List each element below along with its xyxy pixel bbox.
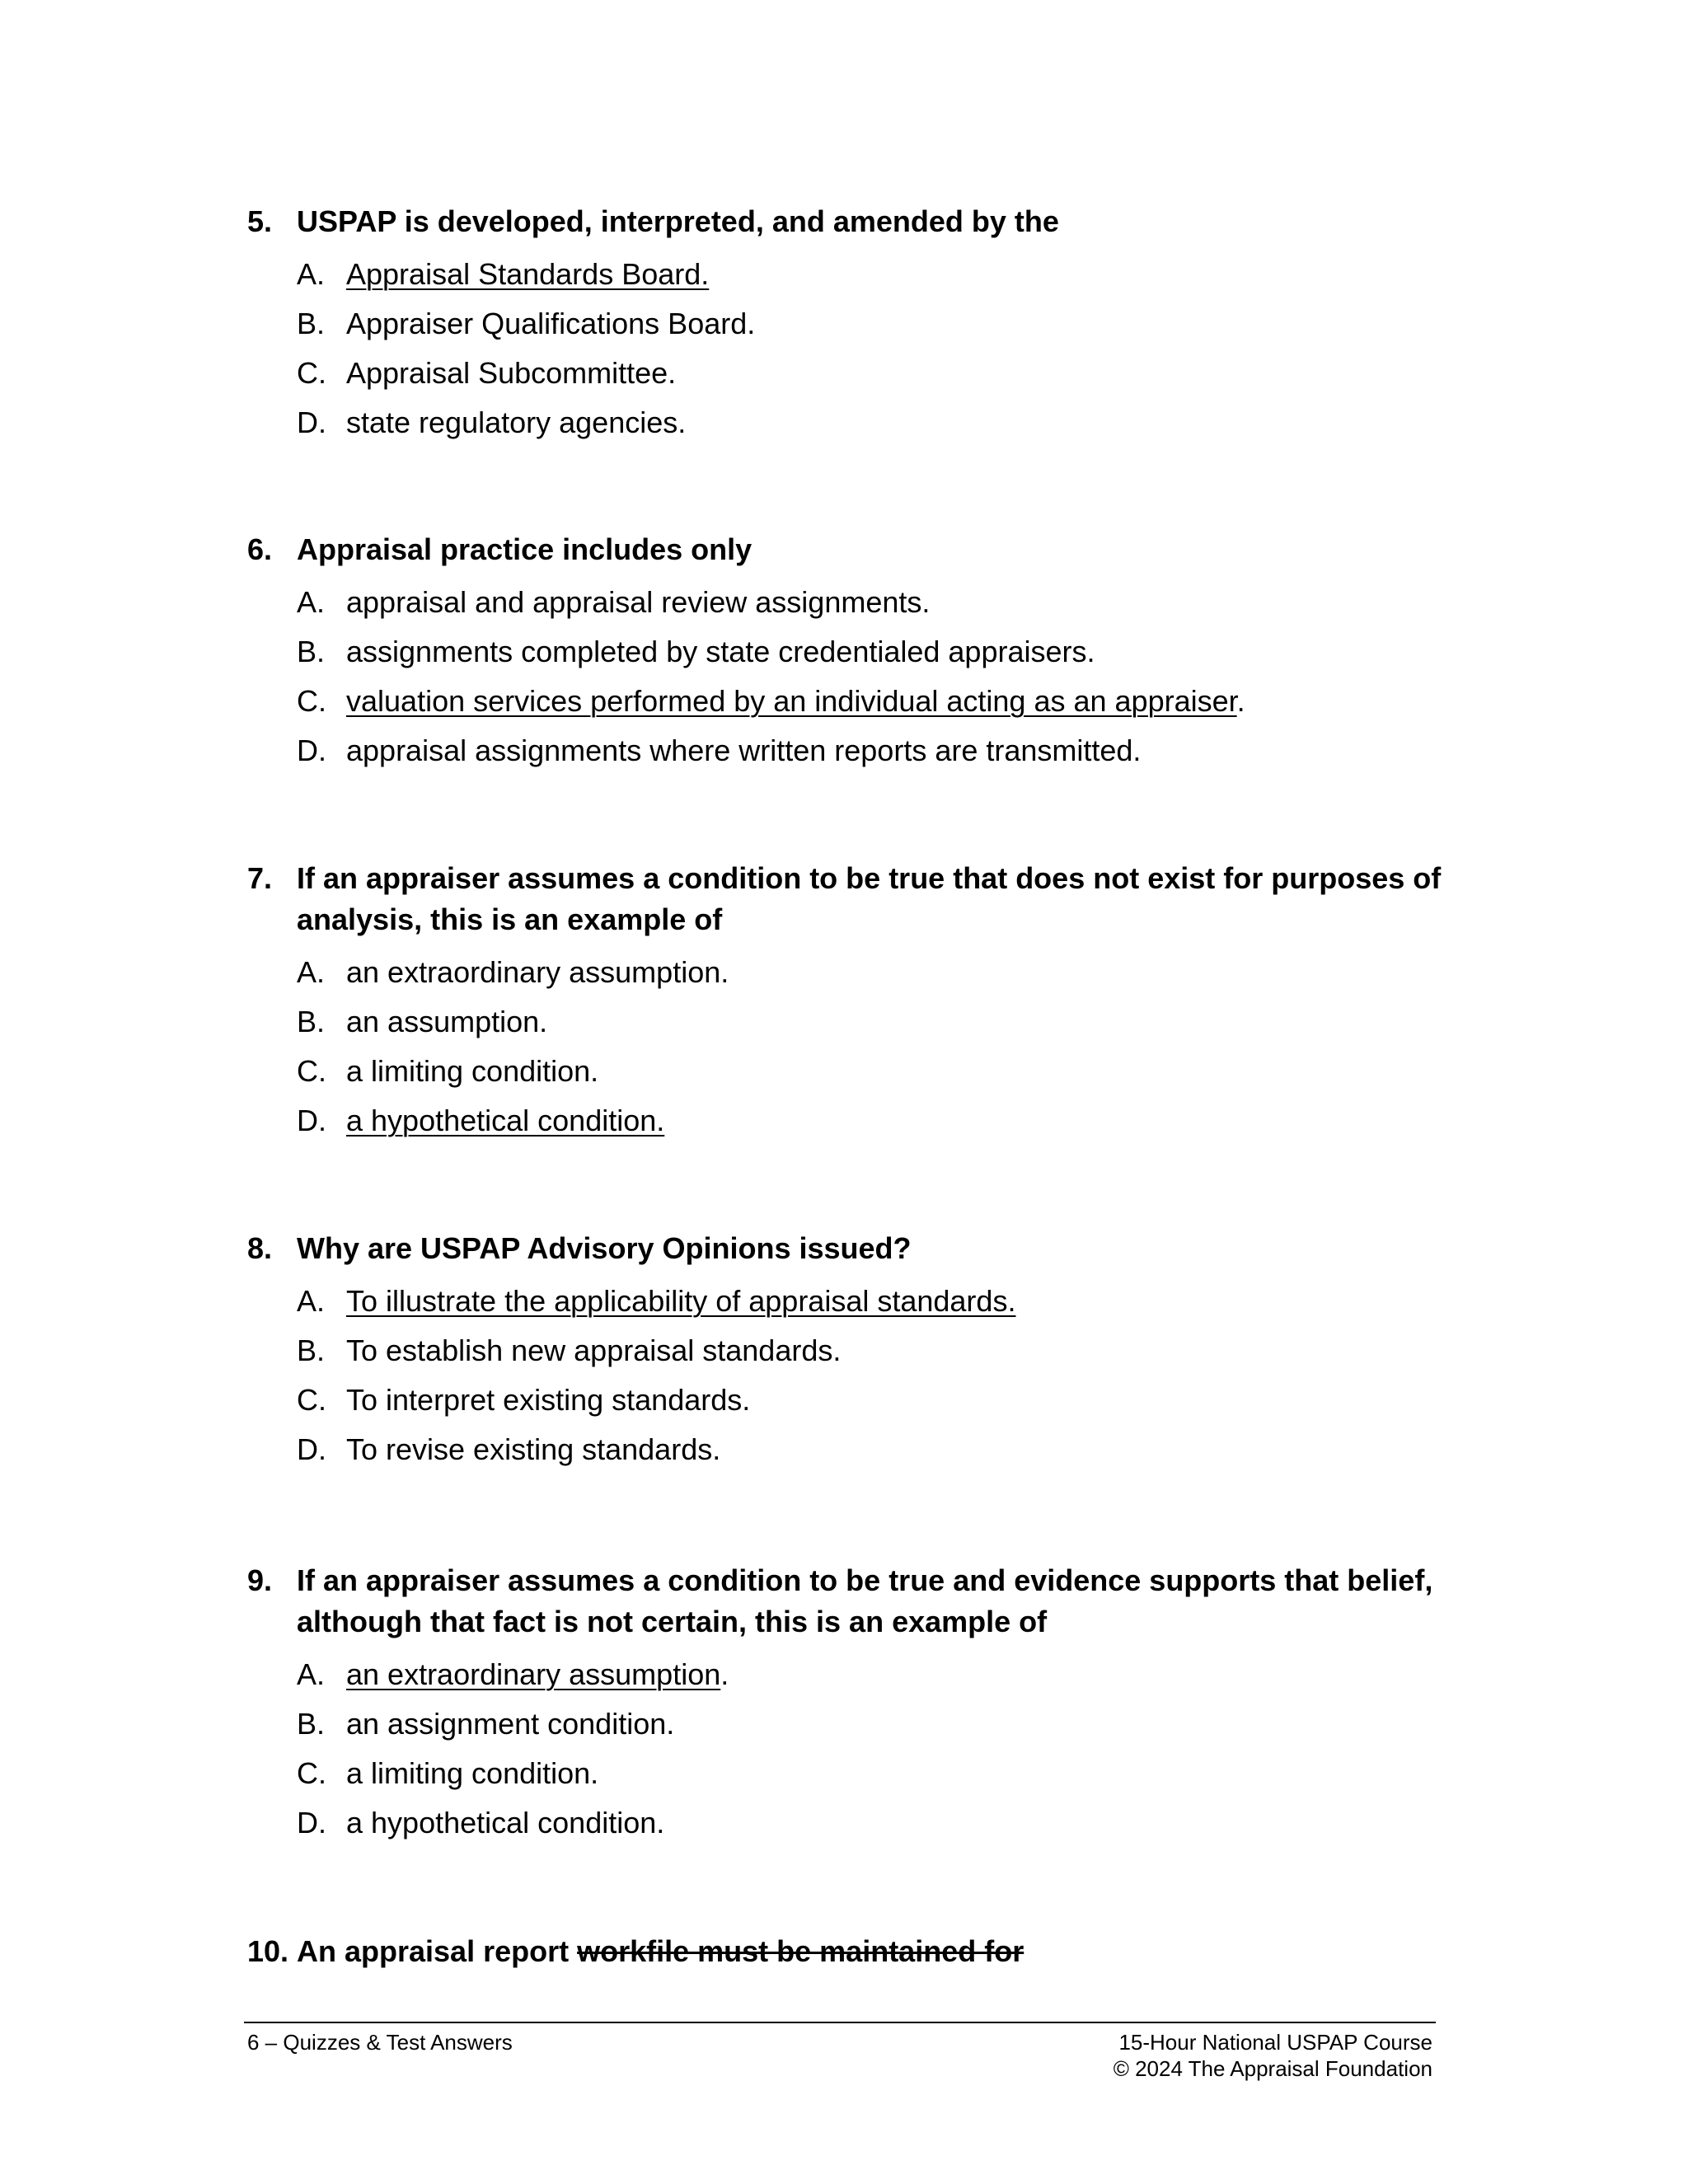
footer-divider [244,2022,1436,2023]
question-8 [247,1228,1451,1482]
question-10 [247,1931,1451,1972]
answer-options [297,257,1451,440]
option-c: C. a limiting condition. [297,1054,599,1088]
question-text: Why are USPAP Advisory Opinions issued? [297,1231,912,1265]
correct-answer-text: valuation services performed by an individual acting as an appraiser [346,684,1237,718]
question-number: 9. [247,1563,273,1597]
option-b: B. Appraiser Qualifications Board. [297,307,756,340]
option-a: A. an extraordinary assumption. [297,1657,729,1691]
option-d: D. appraisal assignments where written reports are transmitted. [297,733,1142,767]
footer-left: 6 – Quizzes & Test Answers [247,2030,513,2055]
answer-options [297,1657,1451,1840]
question-number: 7. [247,861,273,895]
option-d: D. state regulatory agencies. [297,405,687,439]
question-text: An appraisal report workfile must be maintained for [297,1934,1025,1968]
question-5 [247,201,1451,455]
option-b: B. assignments completed by state credentialed appraisers. [297,635,1095,668]
option-d: D. To revise existing standards. [297,1432,721,1466]
footer-right [1114,2029,1432,2082]
question-text: If an appraiser assumes a condition to be true that does not exist for purposes of analysis, this is an example of [297,861,1442,936]
option-a: A. an extraordinary assumption. [297,955,729,989]
answer-options [297,955,1451,1138]
question-number: 8. [247,1231,273,1265]
option-b: B. To establish new appraisal standards. [297,1333,842,1367]
question-text: If an appraiser assumes a condition to be true and evidence supports that belief, although that fact is not certain, this is an example of [297,1563,1433,1638]
correct-answer-text: Appraisal Standards Board. [346,257,710,291]
question-text: USPAP is developed, interpreted, and amended by the [297,204,1059,238]
correct-answer-text: a hypothetical condition. [346,1104,665,1137]
question-number: 6. [247,532,273,566]
correct-answer-text: an extraordinary assumption [346,1657,721,1691]
answer-options [297,585,1451,768]
option-a: A. To illustrate the applicability of appraisal standards. [297,1284,1016,1318]
option-c: C. valuation services performed by an individual acting as an appraiser. [297,684,1245,718]
question-number: 5. [247,204,273,238]
option-b: B. an assumption. [297,1005,548,1038]
option-c: C. To interpret existing standards. [297,1383,751,1417]
option-a: A. Appraisal Standards Board. [297,257,710,291]
course-title: 15-Hour National USPAP Course [1118,2030,1432,2055]
correct-answer-text: To illustrate the applicability of appraisal standards. [346,1284,1016,1318]
question-9 [247,1560,1451,1855]
copyright: © 2024 The Appraisal Foundation [1113,2056,1432,2081]
struck-text: workfile must be maintained for [577,1934,1025,1968]
answer-options [297,1284,1451,1467]
option-a: A. appraisal and appraisal review assignments. [297,585,931,619]
question-number: 10. [247,1934,289,1968]
question-text: Appraisal practice includes only [297,532,753,566]
option-c: C. Appraisal Subcommittee. [297,356,677,390]
question-6 [247,529,1451,783]
option-b: B. an assignment condition. [297,1707,675,1741]
question-7 [247,858,1451,1153]
option-c: C. a limiting condition. [297,1756,599,1790]
option-d: D. a hypothetical condition. [297,1104,665,1137]
option-d: D. a hypothetical condition. [297,1806,665,1840]
